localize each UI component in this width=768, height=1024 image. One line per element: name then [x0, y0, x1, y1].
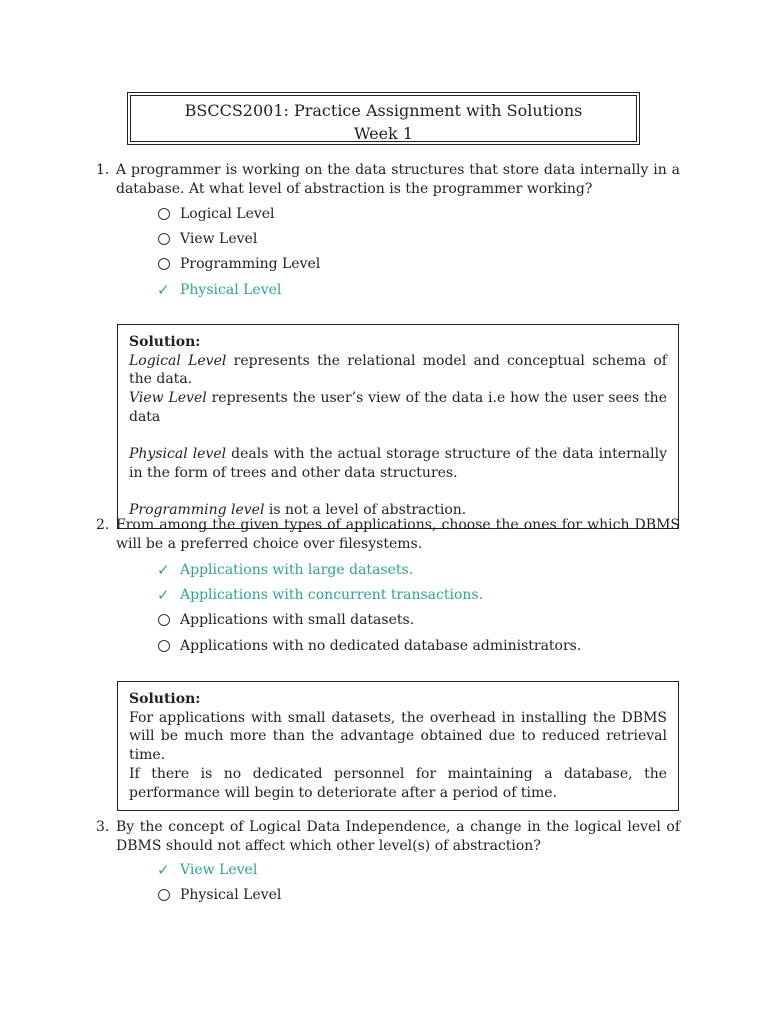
radio-circle-icon[interactable]	[158, 640, 170, 652]
question-number: 3.	[96, 819, 110, 835]
option-label: Physical Level	[180, 886, 282, 903]
solution-text: If there is no dedicated personnel for maintaining a database, the performance will begin to deteriorate after a period of time.	[129, 765, 667, 801]
option-label: Applications with small datasets.	[180, 612, 415, 629]
option-label: Logical Level	[180, 205, 275, 222]
title-inner	[130, 95, 637, 142]
option-q1-1[interactable]	[156, 201, 320, 226]
radio-circle-icon[interactable]	[158, 889, 170, 901]
title-box	[127, 92, 640, 145]
option-q2-4[interactable]	[156, 633, 581, 658]
solution-text: For applications with small datasets, the overhead in installing the DBMS will be much more than the advantage obtained due to reduced retrieval time.	[129, 709, 667, 764]
solution-line	[129, 352, 667, 389]
solution-box-1	[117, 324, 679, 529]
solution-heading: Solution:	[129, 334, 201, 350]
option-label: Programming Level	[180, 256, 321, 273]
term: Logical Level	[129, 352, 227, 369]
option-label: Applications with no dedicated database administrators.	[180, 637, 582, 654]
solution-line	[129, 445, 667, 482]
solution-text: represents the relational model and conceptual schema of the data.	[129, 352, 667, 388]
option-q1-4[interactable]	[156, 277, 320, 302]
option-q3-2[interactable]	[156, 882, 281, 907]
term: Physical level	[129, 446, 227, 463]
term: Programming level	[129, 502, 265, 519]
page-subtitle: Week 1	[353, 124, 414, 143]
question-3	[96, 818, 680, 856]
question-number: 2.	[96, 517, 110, 533]
question-1	[96, 161, 680, 199]
question-number: 1.	[96, 162, 110, 178]
question-3-options	[156, 857, 281, 908]
question-text: By the concept of Logical Data Independence, a change in the logical level of DBMS should not affect which other level(s) of abstraction?	[116, 819, 680, 854]
check-icon: ✓	[157, 280, 170, 299]
option-q1-3[interactable]	[156, 252, 320, 277]
option-label: Applications with concurrent transactions.	[180, 586, 484, 603]
solution-text: deals with the actual storage structure of the data internally in the form of trees and other data structures.	[129, 446, 668, 481]
radio-circle-icon[interactable]	[158, 233, 170, 245]
option-label: Physical Level	[180, 281, 282, 298]
question-2	[96, 516, 680, 554]
term: View Level	[129, 390, 207, 407]
check-icon: ✓	[157, 860, 170, 879]
radio-circle-icon[interactable]	[158, 208, 170, 220]
option-q2-1[interactable]	[156, 557, 581, 582]
page-title: BSCCS2001: Practice Assignment with Solutions	[184, 101, 583, 120]
solution-box-2	[117, 681, 679, 811]
option-label: View Level	[180, 861, 258, 878]
solution-text: represents the user’s view of the data i.e how the user sees the data	[129, 390, 667, 425]
radio-circle-icon[interactable]	[158, 614, 170, 626]
option-q2-3[interactable]	[156, 608, 581, 633]
question-text: From among the given types of applications, choose the ones for which DBMS will be a preferred choice over filesystems.	[116, 517, 680, 552]
option-label: Applications with large datasets.	[180, 561, 414, 578]
question-1-options	[156, 201, 320, 302]
question-text: A programmer is working on the data structures that store data internally in a database. At what level of abstraction is the programmer working?	[116, 162, 680, 197]
check-icon: ✓	[157, 585, 170, 604]
solution-heading: Solution:	[129, 691, 201, 707]
check-icon: ✓	[157, 560, 170, 579]
option-q1-2[interactable]	[156, 226, 320, 251]
solution-line	[129, 389, 667, 426]
option-label: View Level	[180, 230, 258, 247]
option-q3-1[interactable]	[156, 857, 281, 882]
radio-circle-icon[interactable]	[158, 258, 170, 270]
option-q2-2[interactable]	[156, 582, 581, 607]
solution-text: is not a level of abstraction.	[264, 502, 467, 519]
question-2-options	[156, 557, 581, 658]
